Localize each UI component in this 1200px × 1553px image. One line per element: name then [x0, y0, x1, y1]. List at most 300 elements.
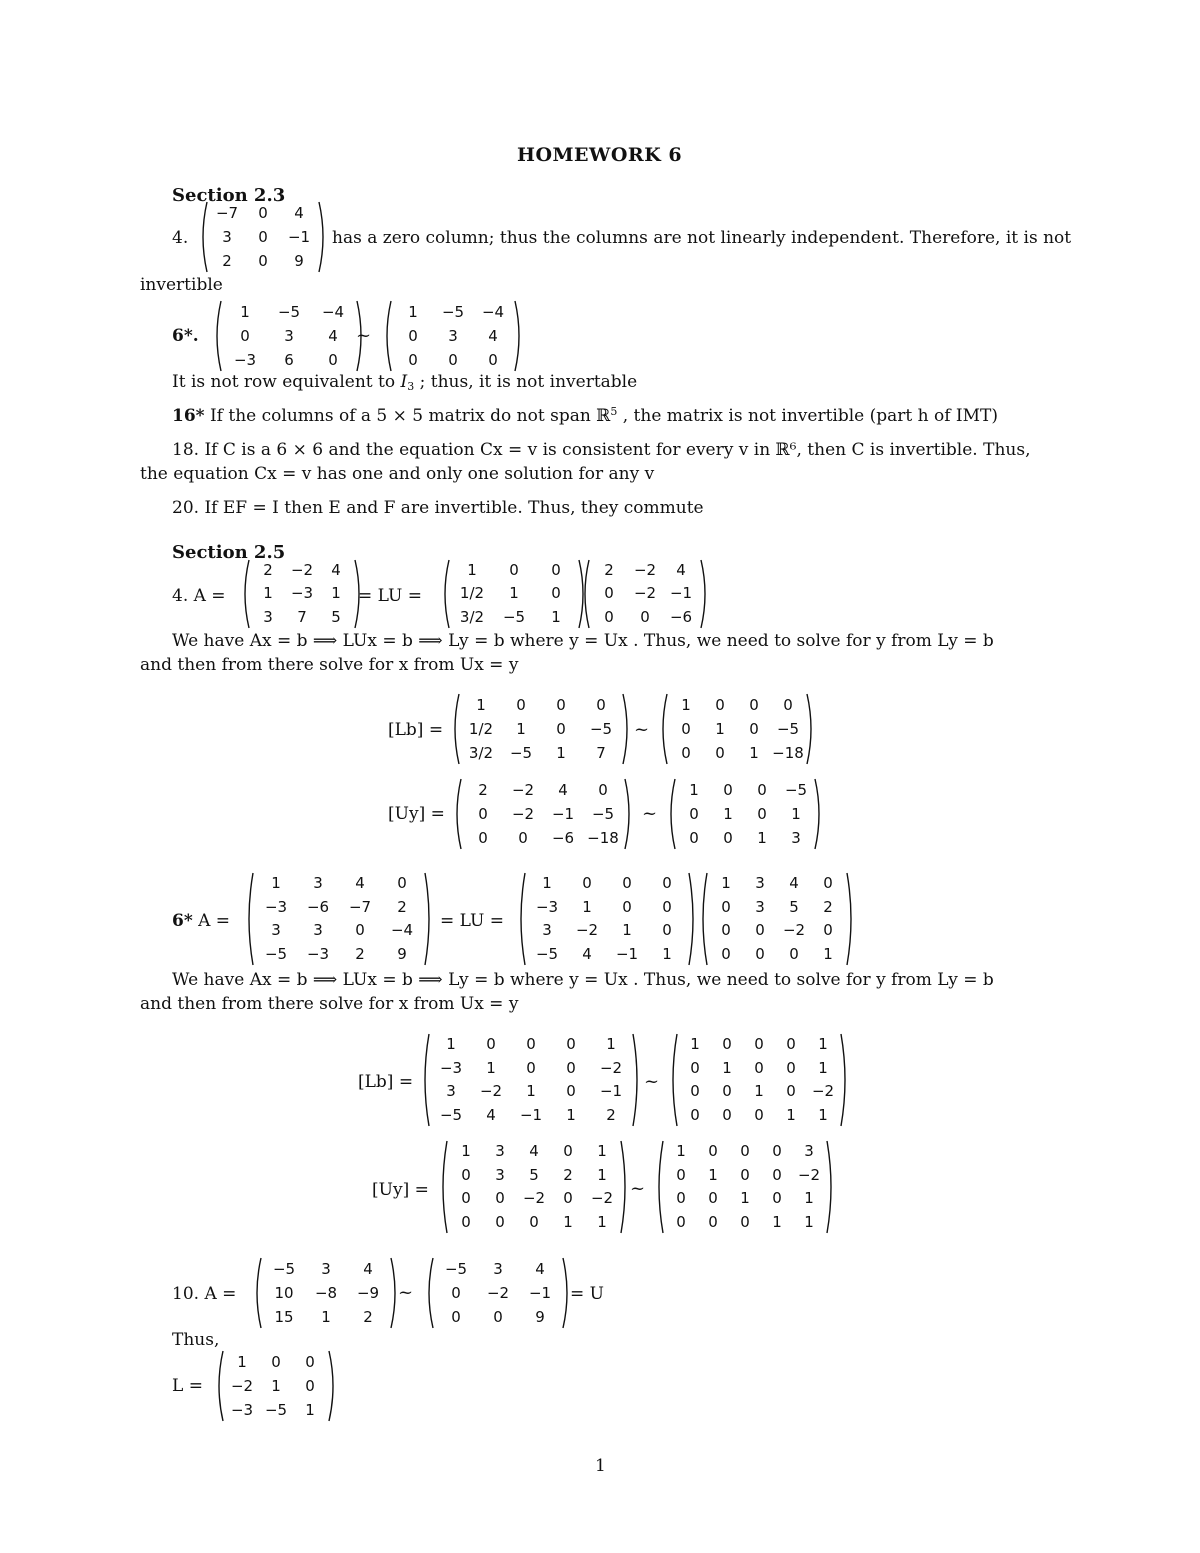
matrix-entry: 1 [271, 1376, 281, 1395]
matrix-entry: −5 [776, 719, 800, 738]
matrix-row [665, 1187, 825, 1211]
matrix-entry: 0 [676, 1189, 686, 1208]
left-parenthesis [658, 693, 669, 765]
matrix-entry: 0 [451, 1283, 461, 1302]
matrix-row [591, 559, 699, 582]
matrix-body [665, 1140, 825, 1234]
matrix-entry: 0 [715, 743, 725, 762]
left-parenthesis [698, 872, 709, 966]
matrix-entry: −3 [264, 897, 288, 916]
right-parenthesis [845, 872, 856, 966]
matrix-row [527, 896, 687, 920]
matrix-entry: 0 [622, 897, 632, 916]
matrix-entry: 0 [690, 1058, 700, 1077]
matrix-entry: 2 [823, 897, 833, 916]
matrix-row [263, 1305, 389, 1329]
matrix-entry: 0 [566, 1058, 576, 1077]
left-parenthesis [244, 872, 255, 966]
equation-label: 10. A = [172, 1284, 237, 1304]
problem-text: 20. If EF = I then E and F are invertible. Thus, they commute [172, 498, 704, 518]
matrix [214, 1350, 338, 1422]
matrix-entry: −5 [439, 1105, 463, 1124]
matrix-entry: −6 [551, 828, 575, 847]
matrix-body [527, 872, 687, 966]
matrix-entry: 1 [818, 1035, 828, 1054]
matrix [666, 778, 824, 850]
matrix-row [527, 919, 687, 943]
matrix-entry: −5 [509, 743, 533, 762]
matrix-entry: 3 [448, 326, 458, 345]
matrix [240, 559, 364, 629]
matrix-entry: 4 [294, 203, 304, 222]
matrix-entry: 1 [818, 1105, 828, 1124]
matrix [244, 872, 434, 966]
matrix-entry: 7 [297, 607, 307, 626]
matrix-entry: −1 [599, 1082, 623, 1101]
matrix-entry: 2 [363, 1307, 373, 1326]
matrix [516, 872, 698, 966]
matrix [420, 1033, 642, 1127]
matrix-entry: 0 [551, 561, 561, 580]
matrix-entry: 1 [467, 561, 477, 580]
matrix-entry: 0 [488, 350, 498, 369]
matrix-entry: 9 [535, 1307, 545, 1326]
left-parenthesis [212, 300, 223, 372]
matrix-body [223, 300, 355, 372]
matrix-entry: 0 [495, 1212, 505, 1231]
matrix-entry: −2 [797, 1165, 821, 1184]
matrix-entry: 0 [722, 1035, 732, 1054]
matrix [654, 1140, 836, 1234]
matrix-entry: 1 [681, 695, 691, 714]
matrix-entry: 5 [529, 1165, 539, 1184]
matrix-entry: 2 [478, 780, 488, 799]
matrix-body [461, 693, 621, 765]
matrix-row [393, 324, 513, 348]
matrix-entry: 1 [804, 1212, 814, 1231]
problem-text: has a zero column; thus the columns are not linearly independent. Therefore, it is not [332, 228, 1072, 248]
matrix-row [209, 249, 317, 273]
matrix-entry: −3 [439, 1058, 463, 1077]
matrix-entry: 0 [721, 897, 731, 916]
matrix-entry: 0 [451, 1307, 461, 1326]
matrix-entry: 1 [804, 1189, 814, 1208]
matrix-entry: 1 [461, 1142, 471, 1161]
matrix-entry: 0 [305, 1352, 315, 1371]
right-parenthesis [687, 872, 698, 966]
augmented-label: [Lb] = [358, 1072, 414, 1092]
matrix-entry: 1 [321, 1307, 331, 1326]
right-parenthesis [839, 1033, 850, 1127]
matrix-entry: −2 [599, 1058, 623, 1077]
matrix-row [709, 943, 845, 967]
matrix-entry: 1 [754, 1082, 764, 1101]
matrix-entry: 4 [789, 874, 799, 893]
matrix-body [225, 1350, 327, 1422]
matrix-row [461, 741, 621, 765]
matrix-row [209, 201, 317, 225]
row-equivalent-symbol: ~ [356, 325, 372, 346]
matrix-entry: 0 [516, 695, 526, 714]
matrix-entry: −3 [535, 897, 559, 916]
matrix-entry: 1 [263, 584, 273, 603]
matrix-entry: −9 [356, 1283, 380, 1302]
matrix-row [709, 919, 845, 943]
matrix-entry: −5 [535, 944, 559, 963]
matrix-entry: −1 [669, 584, 693, 603]
matrix-entry: 4 [355, 874, 365, 893]
matrix-entry: −3 [306, 944, 330, 963]
matrix-entry: −6 [306, 897, 330, 916]
right-parenthesis [631, 1033, 642, 1127]
matrix-entry: 0 [328, 350, 338, 369]
matrix-entry: 0 [681, 743, 691, 762]
matrix-entry: 0 [461, 1165, 471, 1184]
matrix-entry: 3 [321, 1259, 331, 1278]
matrix-row [669, 717, 805, 741]
matrix-entry: −1 [551, 804, 575, 823]
matrix-entry: −5 [264, 944, 288, 963]
matrix-entry: −7 [215, 203, 239, 222]
matrix-entry: 0 [493, 1307, 503, 1326]
matrix-entry: 0 [772, 1165, 782, 1184]
matrix-entry: −4 [481, 302, 505, 321]
matrix-entry: 0 [721, 921, 731, 940]
matrix-entry: 1 [740, 1189, 750, 1208]
matrix-entry: 0 [604, 584, 614, 603]
matrix-entry: 1 [240, 302, 250, 321]
matrix-entry: 1 [551, 607, 561, 626]
augmented-label: [Uy] = [388, 804, 445, 824]
matrix-entry: 1 [408, 302, 418, 321]
problem-text: We have Ax = b ⟹ LUx = b ⟹ Ly = b where y = Ux . Thus, we need to solve for y from Ly = b [172, 970, 994, 990]
matrix-entry: 10 [274, 1283, 294, 1302]
matrix-body [709, 872, 845, 966]
matrix-entry: 1 [690, 1035, 700, 1054]
matrix-entry: 0 [486, 1035, 496, 1054]
matrix-entry: 0 [461, 1212, 471, 1231]
matrix-entry: −7 [348, 897, 372, 916]
matrix [198, 201, 328, 273]
page-number: 1 [595, 1456, 606, 1476]
matrix-entry: 0 [518, 828, 528, 847]
matrix-entry: 6 [284, 350, 294, 369]
matrix-entry: 5 [789, 897, 799, 916]
matrix-entry: −8 [314, 1283, 338, 1302]
matrix-entry: 0 [598, 780, 608, 799]
matrix-row [263, 1257, 389, 1281]
matrix-entry: 3 [755, 874, 765, 893]
matrix-entry: 2 [263, 561, 273, 580]
matrix-row [209, 225, 317, 249]
matrix-entry: 0 [529, 1212, 539, 1231]
matrix-row [225, 1374, 327, 1398]
matrix-entry: −2 [486, 1283, 510, 1302]
right-parenthesis [619, 1140, 630, 1234]
matrix-entry: 1 [271, 874, 281, 893]
matrix-entry: −6 [669, 607, 693, 626]
matrix-entry: 0 [715, 695, 725, 714]
matrix-body [451, 559, 577, 629]
matrix-entry: −4 [390, 921, 414, 940]
left-parenthesis [420, 1033, 431, 1127]
matrix-entry: 1 [757, 828, 767, 847]
matrix-entry: 1 [566, 1105, 576, 1124]
matrix-entry: 1 [708, 1165, 718, 1184]
matrix-row [679, 1104, 839, 1128]
matrix [452, 778, 634, 850]
matrix-entry: −2 [511, 804, 535, 823]
matrix-entry: 1 [722, 1058, 732, 1077]
matrix-entry: 2 [563, 1165, 573, 1184]
problem-text: Thus, [172, 1330, 220, 1350]
matrix-entry: −2 [633, 584, 657, 603]
matrix-entry: 1 [818, 1058, 828, 1077]
matrix-entry: 0 [461, 1189, 471, 1208]
matrix-body [263, 1257, 389, 1329]
left-parenthesis [252, 1257, 263, 1329]
matrix-row [449, 1164, 619, 1188]
section-heading: Section 2.3 [172, 185, 286, 206]
right-parenthesis [813, 778, 824, 850]
matrix [212, 300, 366, 372]
matrix-entry: 0 [676, 1212, 686, 1231]
matrix-entry: 0 [789, 944, 799, 963]
matrix-entry: 0 [509, 561, 519, 580]
left-parenthesis [666, 778, 677, 850]
matrix-entry: 0 [723, 828, 733, 847]
matrix-entry: 1 [662, 944, 672, 963]
matrix-entry: 0 [240, 326, 250, 345]
matrix-entry: −2 [811, 1082, 835, 1101]
matrix-entry: 4 [331, 561, 341, 580]
matrix-body [669, 693, 805, 765]
matrix-row [709, 896, 845, 920]
matrix-row [393, 300, 513, 324]
augmented-label: [Lb] = [388, 720, 444, 740]
row-equivalent-symbol: ~ [630, 1178, 646, 1199]
problem-number: 6*. [172, 326, 199, 346]
equation-label: 4. A = [172, 586, 226, 606]
matrix-entry: 1 [721, 874, 731, 893]
matrix-body [435, 1257, 561, 1329]
matrix-entry: 0 [526, 1058, 536, 1077]
matrix-entry: −2 [575, 921, 599, 940]
problem-text: and then from there solve for x from Ux = y [140, 994, 519, 1014]
matrix-entry: 2 [606, 1105, 616, 1124]
matrix-entry: −1 [615, 944, 639, 963]
matrix-entry: 4 [582, 944, 592, 963]
matrix-row [591, 606, 699, 629]
matrix-row [669, 693, 805, 717]
matrix-row [263, 1281, 389, 1305]
matrix-row [435, 1305, 561, 1329]
equation-label: = LU = [440, 911, 504, 931]
left-parenthesis [198, 201, 209, 273]
matrix-entry: 7 [596, 743, 606, 762]
matrix [668, 1033, 850, 1127]
matrix-entry: 3 [446, 1082, 456, 1101]
right-parenthesis [513, 300, 524, 372]
matrix-entry: 0 [755, 944, 765, 963]
matrix-entry: −18 [772, 743, 804, 762]
matrix-row [223, 348, 355, 372]
matrix-entry: 0 [556, 719, 566, 738]
matrix-entry: 0 [681, 719, 691, 738]
left-parenthesis [438, 1140, 449, 1234]
matrix-row [449, 1140, 619, 1164]
matrix-entry: 4 [328, 326, 338, 345]
matrix-entry: 0 [754, 1035, 764, 1054]
matrix-row [527, 872, 687, 896]
matrix-row [435, 1281, 561, 1305]
matrix-entry: 3 [804, 1142, 814, 1161]
matrix-entry: 0 [721, 944, 731, 963]
matrix-entry: 4 [488, 326, 498, 345]
matrix-body [591, 559, 699, 629]
matrix-entry: 2 [222, 251, 232, 270]
matrix-entry: 3 [313, 874, 323, 893]
matrix-entry: 0 [662, 874, 672, 893]
matrix-row [255, 896, 423, 920]
matrix-entry: 3 [313, 921, 323, 940]
row-equivalent-symbol: ~ [634, 719, 650, 740]
matrix-row [451, 606, 577, 629]
matrix-entry: 0 [690, 1082, 700, 1101]
matrix-entry: 0 [740, 1212, 750, 1231]
right-parenthesis [317, 201, 328, 273]
matrix-row [251, 606, 353, 629]
matrix-entry: 3 [755, 897, 765, 916]
matrix-body [209, 201, 317, 273]
matrix-entry: 4 [529, 1142, 539, 1161]
matrix-entry: 3 [284, 326, 294, 345]
matrix-row [449, 1187, 619, 1211]
matrix-entry: 0 [708, 1142, 718, 1161]
matrix-body [463, 778, 623, 850]
matrix-entry: 3 [222, 227, 232, 246]
augmented-label: [Uy] = [372, 1180, 429, 1200]
matrix-entry: 1 [542, 874, 552, 893]
problem-text: the equation Cx = v has one and only one solution for any v [140, 464, 655, 484]
matrix-entry: 3/2 [459, 607, 485, 626]
matrix-entry: −5 [272, 1259, 296, 1278]
matrix-entry: 0 [448, 350, 458, 369]
equation-label: L = [172, 1376, 203, 1396]
matrix-body [677, 778, 813, 850]
matrix-entry: 0 [566, 1082, 576, 1101]
matrix-entry: 1 [331, 584, 341, 603]
matrix [698, 872, 856, 966]
matrix-row [677, 802, 813, 826]
matrix-row [679, 1080, 839, 1104]
matrix-entry: 0 [823, 874, 833, 893]
matrix-entry: 0 [708, 1189, 718, 1208]
matrix-entry: 0 [755, 921, 765, 940]
row-equivalent-symbol: ~ [398, 1282, 414, 1303]
matrix-entry: 0 [556, 695, 566, 714]
matrix-row [463, 778, 623, 802]
matrix-entry: −2 [522, 1189, 546, 1208]
matrix-row [463, 802, 623, 826]
matrix-entry: 1 [606, 1035, 616, 1054]
matrix-row [251, 582, 353, 605]
matrix-entry: 1 [689, 780, 699, 799]
equation-label: 6* A = [172, 911, 231, 931]
problem-number: 4. [172, 228, 189, 248]
left-parenthesis [450, 693, 461, 765]
matrix-entry: 1 [476, 695, 486, 714]
left-parenthesis [654, 1140, 665, 1234]
matrix-row [223, 324, 355, 348]
equation-label: = U [570, 1284, 604, 1304]
right-parenthesis [699, 559, 710, 629]
left-parenthesis [382, 300, 393, 372]
left-parenthesis [424, 1257, 435, 1329]
matrix-entry: 0 [823, 921, 833, 940]
matrix-row [225, 1398, 327, 1422]
matrix-entry: 3 [495, 1142, 505, 1161]
matrix-entry: 0 [604, 607, 614, 626]
matrix-entry: 0 [563, 1189, 573, 1208]
matrix-entry: −2 [590, 1189, 614, 1208]
left-parenthesis [580, 559, 591, 629]
matrix-entry: 9 [294, 251, 304, 270]
matrix-row [669, 741, 805, 765]
matrix [438, 1140, 630, 1234]
matrix-entry: 0 [526, 1035, 536, 1054]
right-parenthesis [623, 778, 634, 850]
matrix-entry: 2 [604, 561, 614, 580]
matrix-entry: 0 [563, 1142, 573, 1161]
problem-text: and then from there solve for x from Ux = y [140, 655, 519, 675]
matrix-entry: 0 [689, 828, 699, 847]
matrix-entry: 0 [397, 874, 407, 893]
matrix-entry: 0 [640, 607, 650, 626]
matrix-entry: 1 [563, 1212, 573, 1231]
matrix-entry: 0 [786, 1082, 796, 1101]
matrix-entry: 0 [783, 695, 793, 714]
matrix-entry: 0 [772, 1189, 782, 1208]
matrix-entry: 0 [722, 1105, 732, 1124]
matrix-entry: −4 [321, 302, 345, 321]
matrix-row [431, 1104, 631, 1128]
matrix-entry: −5 [264, 1400, 288, 1419]
matrix-entry: 1 [597, 1142, 607, 1161]
matrix-row [461, 717, 621, 741]
matrix-entry: 0 [749, 719, 759, 738]
matrix-row [449, 1211, 619, 1235]
matrix-entry: 0 [723, 780, 733, 799]
matrix-entry: 0 [551, 584, 561, 603]
matrix-entry: −18 [587, 828, 619, 847]
matrix-entry: 0 [566, 1035, 576, 1054]
matrix-row [451, 582, 577, 605]
matrix-row [665, 1211, 825, 1235]
matrix-entry: 3 [493, 1259, 503, 1278]
matrix-entry: 1 [791, 804, 801, 823]
matrix [450, 693, 632, 765]
row-equivalent-symbol: ~ [642, 803, 658, 824]
matrix-row [665, 1140, 825, 1164]
matrix-entry: 2 [355, 944, 365, 963]
matrix-entry: 1 [516, 719, 526, 738]
matrix-entry: 0 [740, 1142, 750, 1161]
left-parenthesis [668, 1033, 679, 1127]
left-parenthesis [240, 559, 251, 629]
matrix-entry: −3 [233, 350, 257, 369]
matrix-entry: 0 [722, 1082, 732, 1101]
